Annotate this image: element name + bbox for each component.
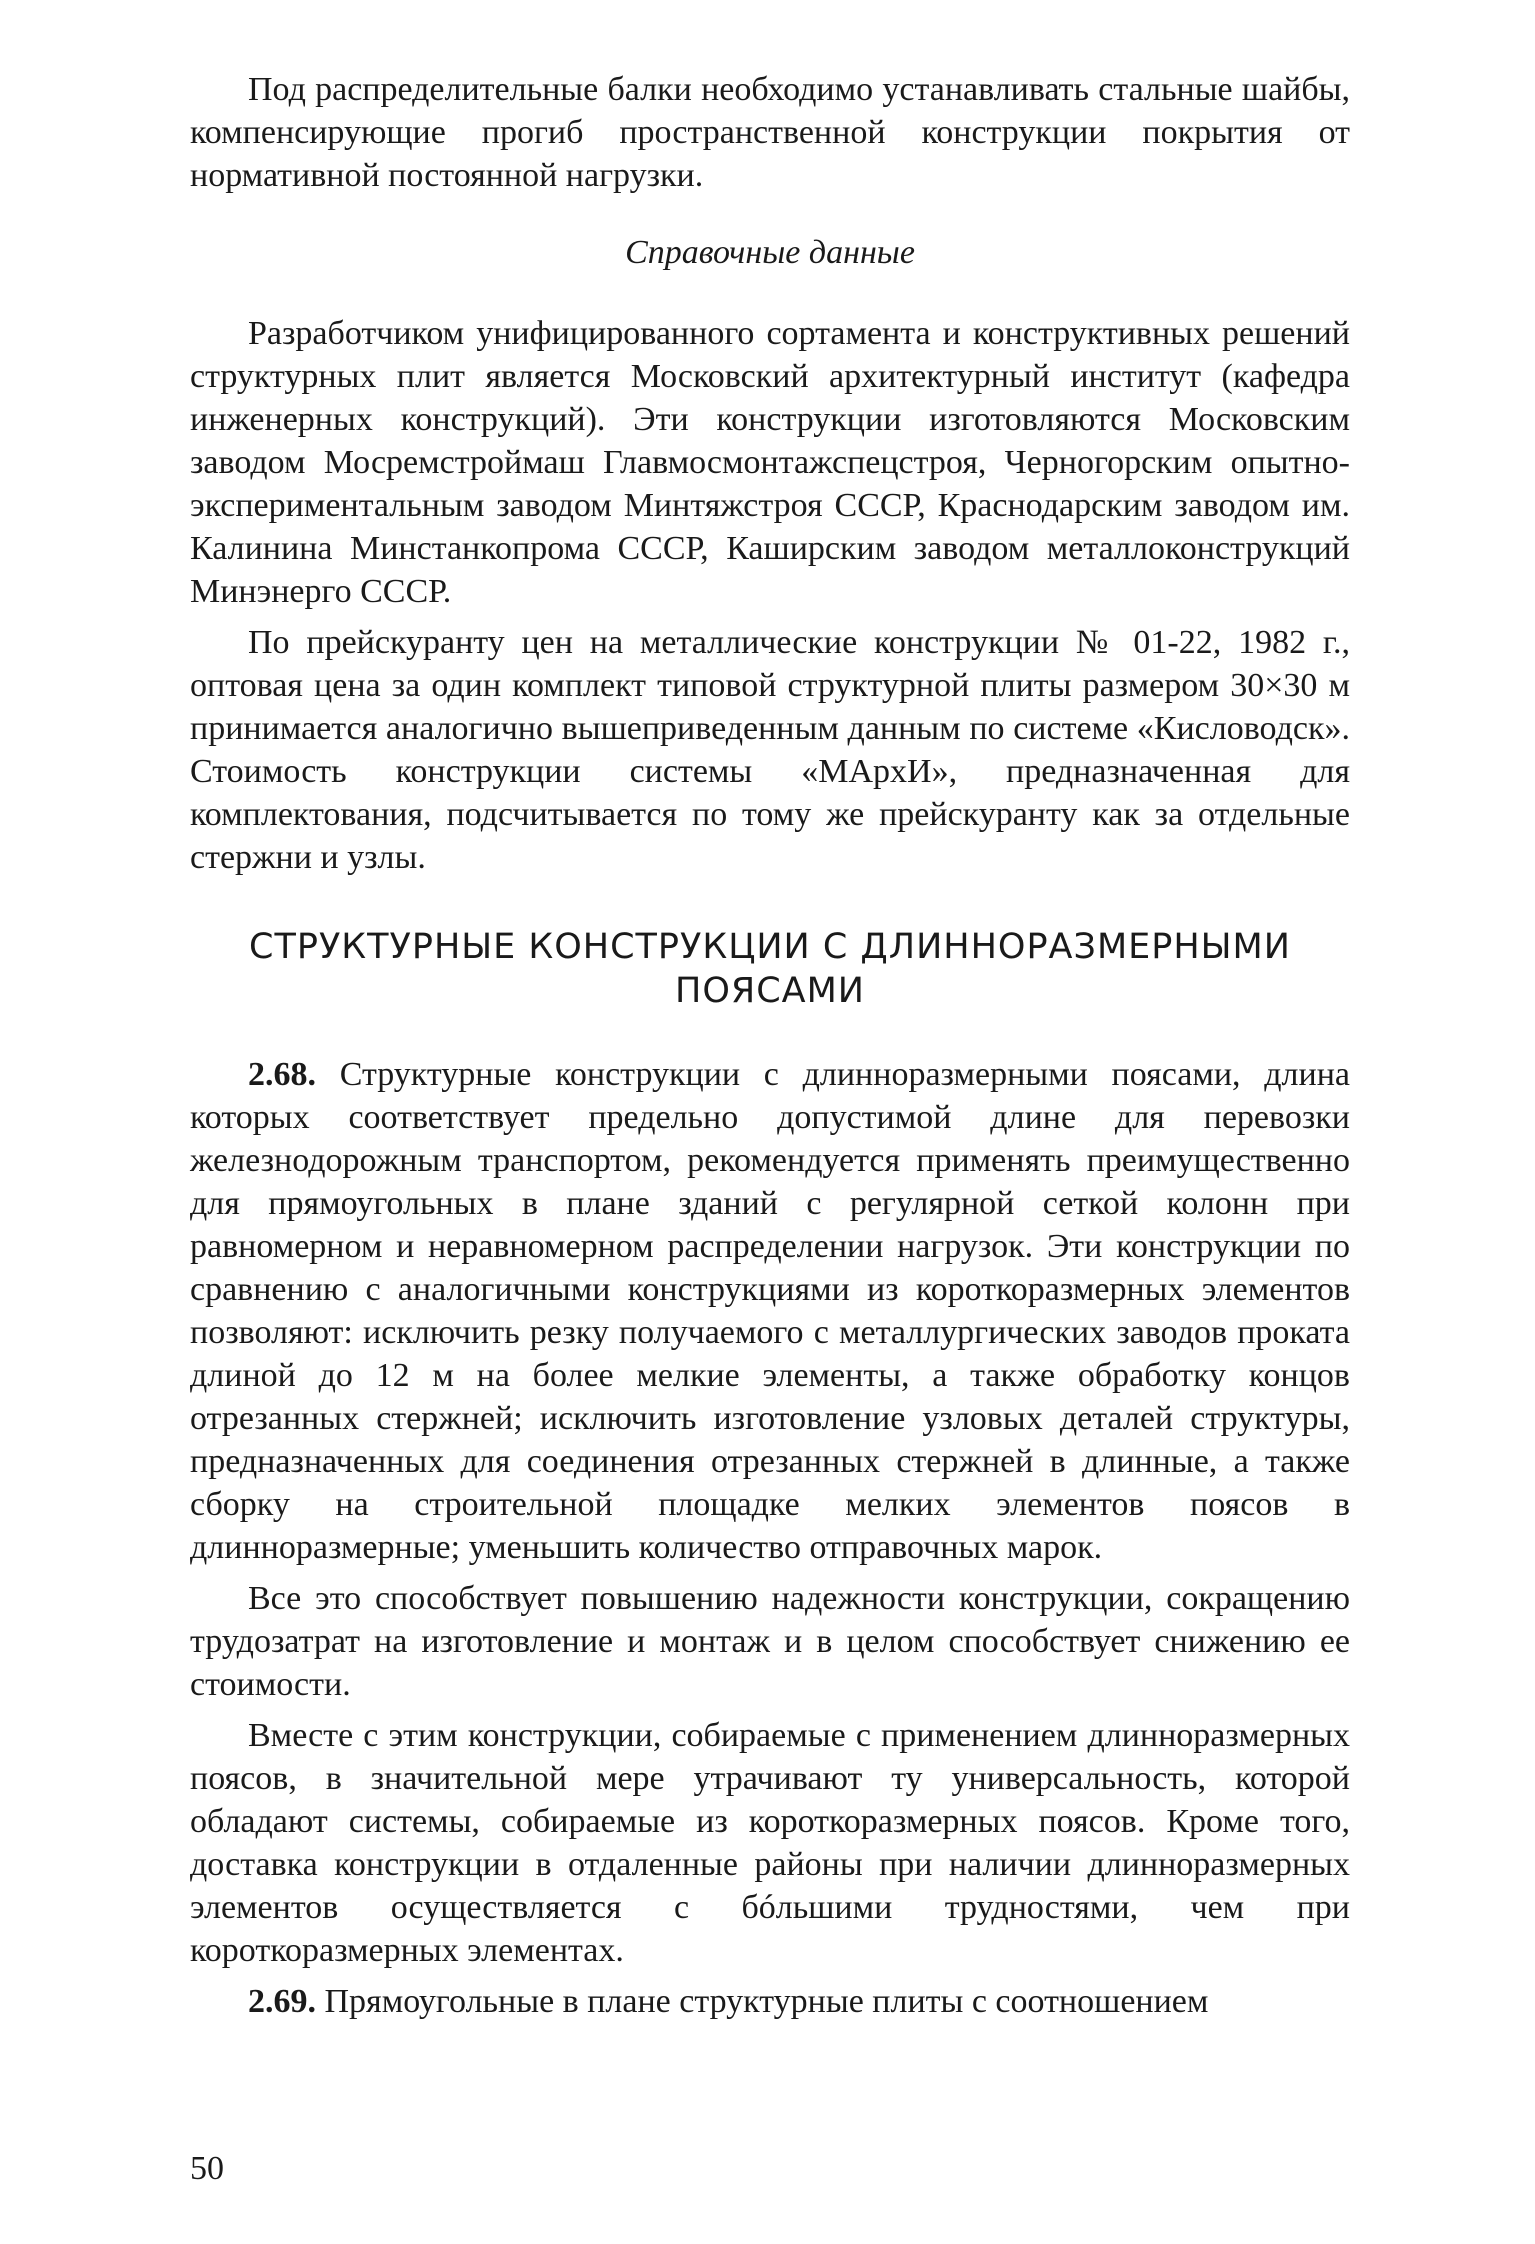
reference-heading: Справочные данные [625, 234, 915, 271]
page-number: 50 [190, 2150, 224, 2187]
paragraph-number-2-69: 2.69. [248, 1983, 316, 2020]
page-body [190, 68, 1350, 2023]
section-title-line-1: СТРУКТУРНЫЕ КОНСТРУКЦИИ С ДЛИННОРАЗМЕРНЫМИ [249, 927, 1291, 967]
section-title [190, 925, 1350, 1013]
paragraph-2-68 [190, 1053, 1350, 1569]
paragraph-washers: Под распределительные балки необходимо устанавливать стальные шайбы, компенсирующие прогиб пространственной конструкции покрытия от нормативной постоянной нагрузки. [190, 71, 1350, 194]
paragraph-price-list: По прейскуранту цен на металлические конструкции № 01-22, 1982 г., оптовая цена за один комплект типовой структурной плиты размером 30×30 м принимается аналогично вышеприведенным данным по системе «Кисловодск». Стоимость конструкции системы «МАрхИ», предназначенная для комплектования, подсчитывается по тому же прейскуранту как за отдельные стержни и узлы. [190, 624, 1350, 876]
section-title-line-2: ПОЯСАМИ [675, 971, 865, 1011]
paragraph-together: Вместе с этим конструкции, собираемые с применением длинноразмерных поясов, в значительной мере утрачивают ту универсальность, которой обладают системы, собираемые из короткоразмерных поясов. Кроме того, доставка конструкции в отдаленные районы при наличии длинноразмерных элементов осуществляется с бóльшими трудностями, чем при короткоразмерных элементах. [190, 1717, 1350, 1969]
paragraph-2-69-text: Прямоугольные в плане структурные плиты с соотношением [324, 1983, 1209, 2020]
paragraph-all-this: Все это способствует повышению надежности конструкции, сокращению трудозатрат на изготовление и монтаж и в целом способствует снижению ее стоимости. [190, 1580, 1350, 1703]
paragraph-2-68-text: Структурные конструкции с длинноразмерными поясами, длина которых соответствует предельно допустимой длине для перевозки железнодорожным транспортом, рекомендуется применять преимущественно для прямоугольных в плане зданий с регулярной сеткой колонн при равномерном и неравномерном распределении нагрузок. Эти конструкции по сравнению с аналогичными конструкциями из короткоразмерных элементов позволяют: исключить резку получаемого с металлургических заводов проката длиной до 12 м на более мелкие элементы, а также обработку концов отрезанных стержней; исключить изготовление узловых деталей структуры, предназначенных для соединения отрезанных стержней в длинные, а также сборку на строительной площадке мелких элементов поясов в длинноразмерные; уменьшить количество отправочных марок. [190, 1056, 1351, 1566]
paragraph-developer: Разработчиком унифицированного сортамента и конструктивных решений структурных плит является Московский архитектурный институт (кафедра инженерных конструкций). Эти конструкции изготовляются Московским заводом Мосремстроймаш Главмосмонтажспецстроя, Черногорским опытно-экспериментальным заводом Минтяжстроя СССР, Краснодарским заводом им. Калинина Минстанкопрома СССР, Каширским заводом металлоконструкций Минэнерго СССР. [190, 315, 1350, 610]
paragraph-number-2-68: 2.68. [248, 1056, 316, 1093]
paragraph-2-69 [190, 1980, 1350, 2023]
